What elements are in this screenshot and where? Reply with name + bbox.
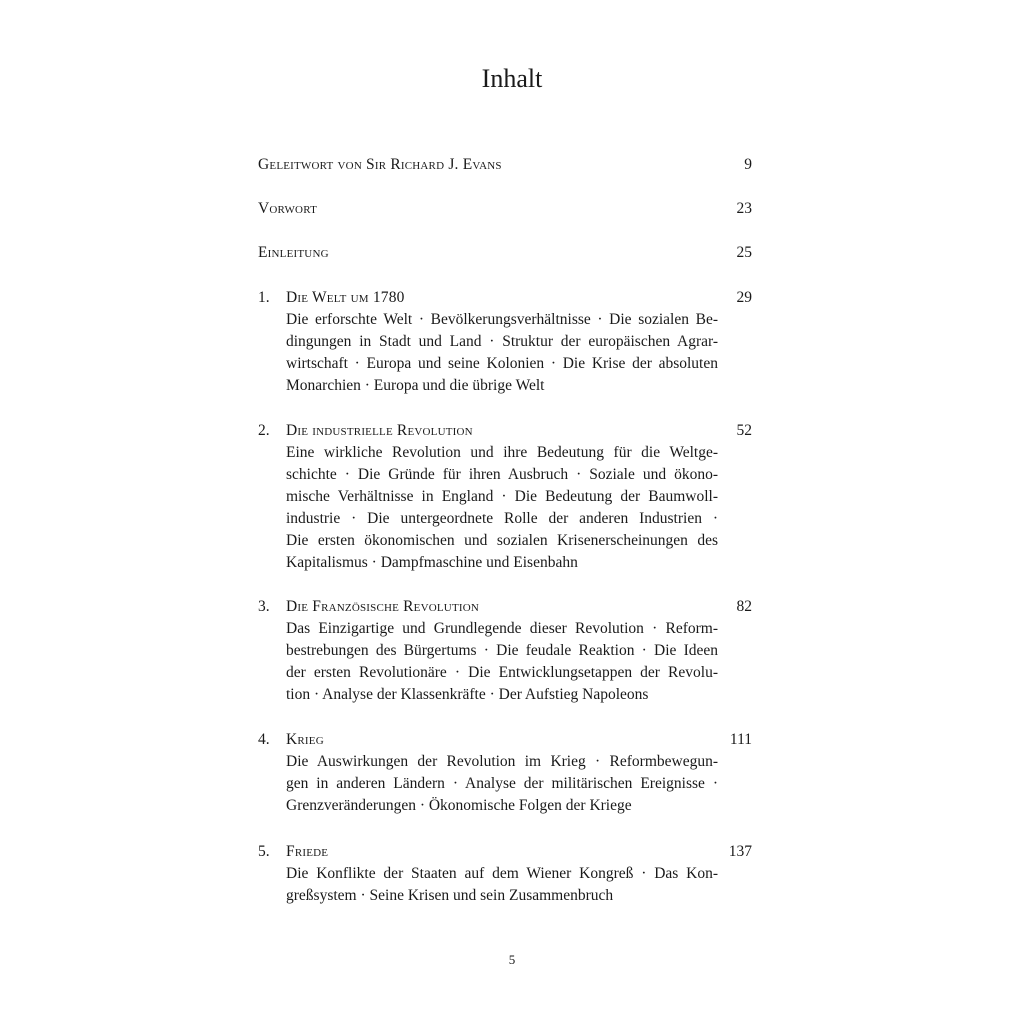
page-reference: 137 (728, 843, 752, 860)
page-reference: 52 (736, 422, 752, 439)
toc-entry (258, 729, 752, 817)
chapter-summary (286, 863, 718, 907)
summary-line: dingungen in Stadt und Land · Struktur der europäischen Agrar- (286, 333, 718, 350)
chapter-title: Vorwort (258, 200, 317, 217)
summary-line: tion · Analyse der Klassenkräfte · Der Aufstieg Napoleons (286, 686, 649, 703)
page-reference: 82 (736, 598, 752, 615)
chapter-summary (286, 442, 718, 574)
page-reference: 25 (736, 244, 752, 261)
chapter-title: Die industrielle Revolution (286, 422, 473, 439)
toc-entry-heading (258, 841, 752, 863)
summary-line: greßsystem · Seine Krisen und sein Zusammenbruch (286, 887, 614, 904)
summary-line: Kapitalismus · Dampfmaschine und Eisenbahn (286, 554, 578, 571)
chapter-number: 2. (258, 422, 270, 439)
toc-entry (258, 287, 752, 397)
summary-line: Die Auswirkungen der Revolution im Krieg · Reformbewegun- (286, 753, 718, 770)
toc-entry-heading (258, 154, 752, 176)
toc-entry-heading (258, 242, 752, 264)
summary-line: schichte · Die Gründe für ihren Ausbruch · Soziale und ökono- (286, 466, 718, 483)
chapter-title: Krieg (286, 731, 324, 748)
chapter-summary (286, 309, 718, 397)
chapter-number: 4. (258, 731, 270, 748)
summary-line: Grenzveränderungen · Ökonomische Folgen der Kriege (286, 797, 632, 814)
summary-line: wirtschaft · Europa und seine Kolonien · Die Krise der absoluten (286, 355, 718, 372)
toc-entry-heading-left (258, 841, 328, 863)
chapter-title: Die Welt um 1780 (286, 289, 405, 306)
summary-line: industrie · Die untergeordnete Rolle der anderen Industrien · (286, 510, 718, 527)
chapter-title: Einleitung (258, 244, 329, 261)
summary-line: mische Verhältnisse in England · Die Bedeutung der Baumwoll- (286, 488, 718, 505)
toc-entry-heading (258, 198, 752, 220)
toc-entry-heading-left (258, 596, 479, 618)
summary-line: Die ersten ökonomischen und sozialen Krisenerscheinungen des (286, 532, 718, 549)
toc-entry-heading-left (258, 729, 324, 751)
page-title: Inhalt (481, 64, 543, 93)
toc-entry-heading-left (258, 287, 405, 309)
toc-entry-heading-left (258, 154, 502, 176)
toc-entry (258, 596, 752, 706)
chapter-number: 1. (258, 289, 270, 306)
chapter-number: 3. (258, 598, 270, 615)
summary-line: Die Konflikte der Staaten auf dem Wiener Kongreß · Das Kon- (286, 865, 718, 882)
chapter-title: Friede (286, 843, 329, 860)
page-reference: 111 (729, 731, 752, 748)
toc-entry-heading (258, 596, 752, 618)
toc-entry (258, 841, 752, 907)
page-reference: 23 (736, 200, 752, 217)
toc-entry (258, 198, 752, 220)
toc-entry-heading (258, 420, 752, 442)
chapter-title: Geleitwort von Sir Richard J. Evans (258, 156, 502, 173)
summary-line: Die erforschte Welt · Bevölkerungsverhältnisse · Die sozialen Be- (286, 311, 718, 328)
summary-line: Das Einzigartige und Grundlegende dieser Revolution · Reform- (286, 620, 718, 637)
summary-line: bestrebungen des Bürgertums · Die feudale Reaktion · Die Ideen (286, 642, 718, 659)
toc-entry (258, 154, 752, 176)
chapter-summary (286, 618, 718, 706)
chapter-summary (286, 751, 718, 817)
toc-entry (258, 242, 752, 264)
toc-entry-heading-left (258, 242, 329, 264)
summary-line: Monarchien · Europa und die übrige Welt (286, 377, 545, 394)
page-number: 5 (508, 952, 516, 967)
toc-entry (258, 420, 752, 574)
summary-line: gen in anderen Ländern · Analyse der militärischen Ereignisse · (286, 775, 718, 792)
toc-entry-heading (258, 287, 752, 309)
toc-entry-heading (258, 729, 752, 751)
toc-entry-heading-left (258, 198, 317, 220)
toc-entry-heading-left (258, 420, 473, 442)
summary-line: Eine wirkliche Revolution und ihre Bedeutung für die Weltge- (286, 444, 718, 461)
page-reference: 29 (736, 289, 752, 306)
chapter-number: 5. (258, 843, 270, 860)
summary-line: der ersten Revolutionäre · Die Entwicklungsetappen der Revolu- (286, 664, 718, 681)
page-reference: 9 (744, 156, 752, 173)
chapter-title: Die Französische Revolution (286, 598, 480, 615)
